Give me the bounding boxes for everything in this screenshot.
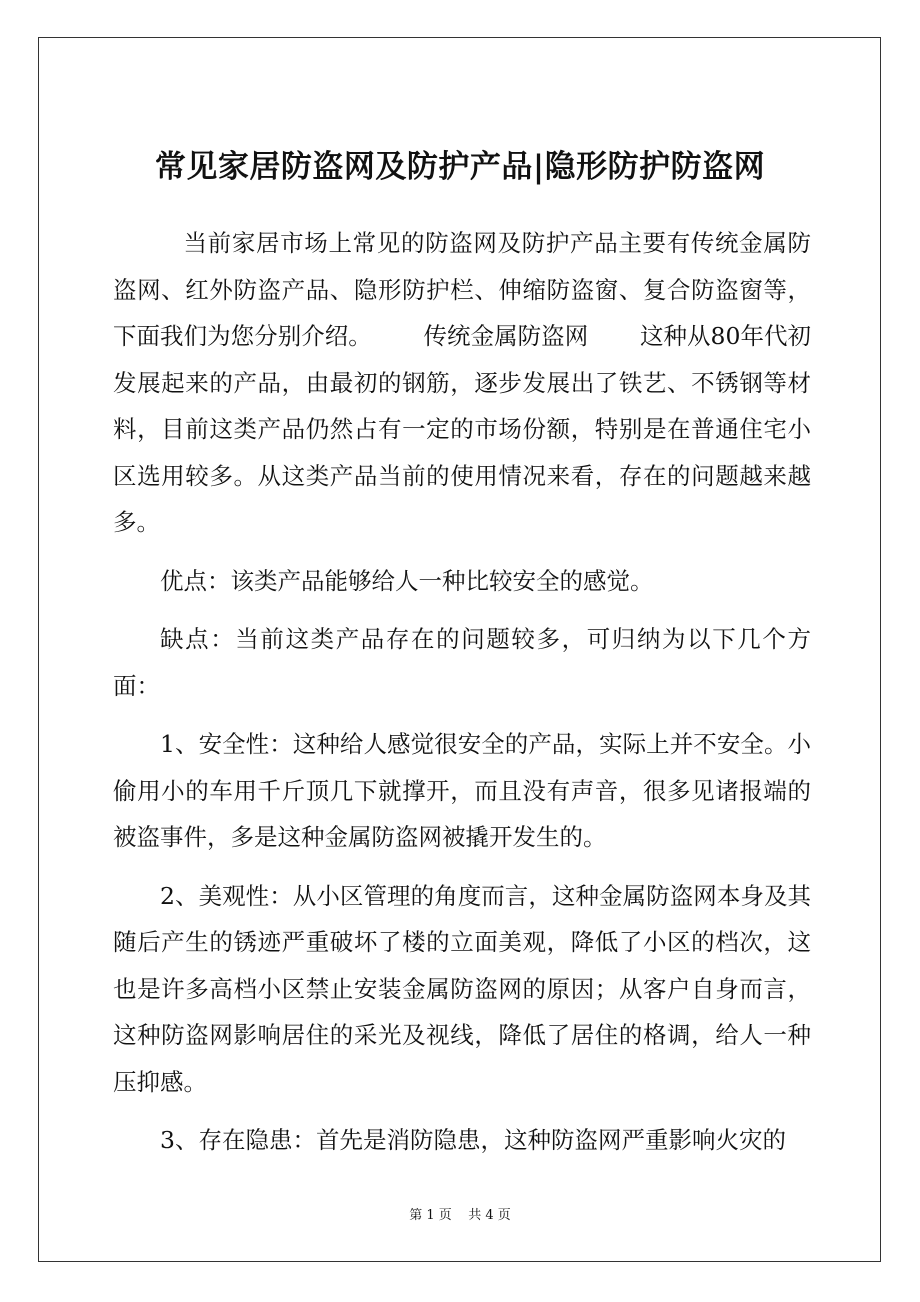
traditional-metal-description: 这种从80年代初发展起来的产品，由最初的钢筋，逐步发展出了铁艺、不锈钢等材料，目前这类产品仍然占有一定的市场份额，特别是在普通住宅小区选用较多。从这类产品当前的使用情况来看，存在的问题越来越多。 bbox=[113, 322, 812, 536]
document-title: 常见家居防盗网及防护产品|隐形防护防盗网 bbox=[154, 149, 766, 185]
paragraph-aesthetics: 2、美观性：从小区管理的角度而言，这种金属防盗网本身及其随后产生的锈迹严重破坏了楼的立面美观，降低了小区的档次，这也是许多高档小区禁止安装金属防盗网的原因；从客户自身而言，这种防盗网影响居住的采光及视线，降低了居住的格调，给人一种压抑感。 bbox=[113, 881, 811, 1096]
document-body bbox=[113, 220, 811, 1164]
section-heading-traditional-metal: 传统金属防盗网 bbox=[423, 322, 589, 350]
paragraph-advantages: 优点：该类产品能够给人一种比较安全的感觉。 bbox=[160, 566, 654, 595]
paragraph-intro bbox=[113, 220, 811, 546]
paragraph-safety: 1、安全性：这种给人感觉很安全的产品，实际上并不安全。小偷用小的车用千斤顶几下就撑开，而且没有声音，很多见诸报端的被盗事件，多是这种金属防盗网被撬开发生的。 bbox=[113, 730, 811, 851]
page-footer: 第 1 页 共 4 页 bbox=[409, 1208, 511, 1223]
intro-text: 当前家居市场上常见的防盗网及防护产品主要有传统金属防盗网、红外防盗产品、隐形防护栏、伸缩防盗窗、复合防盗窗等，下面我们为您分别介绍。 bbox=[113, 229, 811, 350]
paragraph-disadvantages: 缺点：当前这类产品存在的问题较多，可归纳为以下几个方面： bbox=[113, 625, 811, 700]
paragraph-hazards: 3、存在隐患：首先是消防隐患，这种防盗网严重影响火灾的 bbox=[160, 1126, 786, 1154]
